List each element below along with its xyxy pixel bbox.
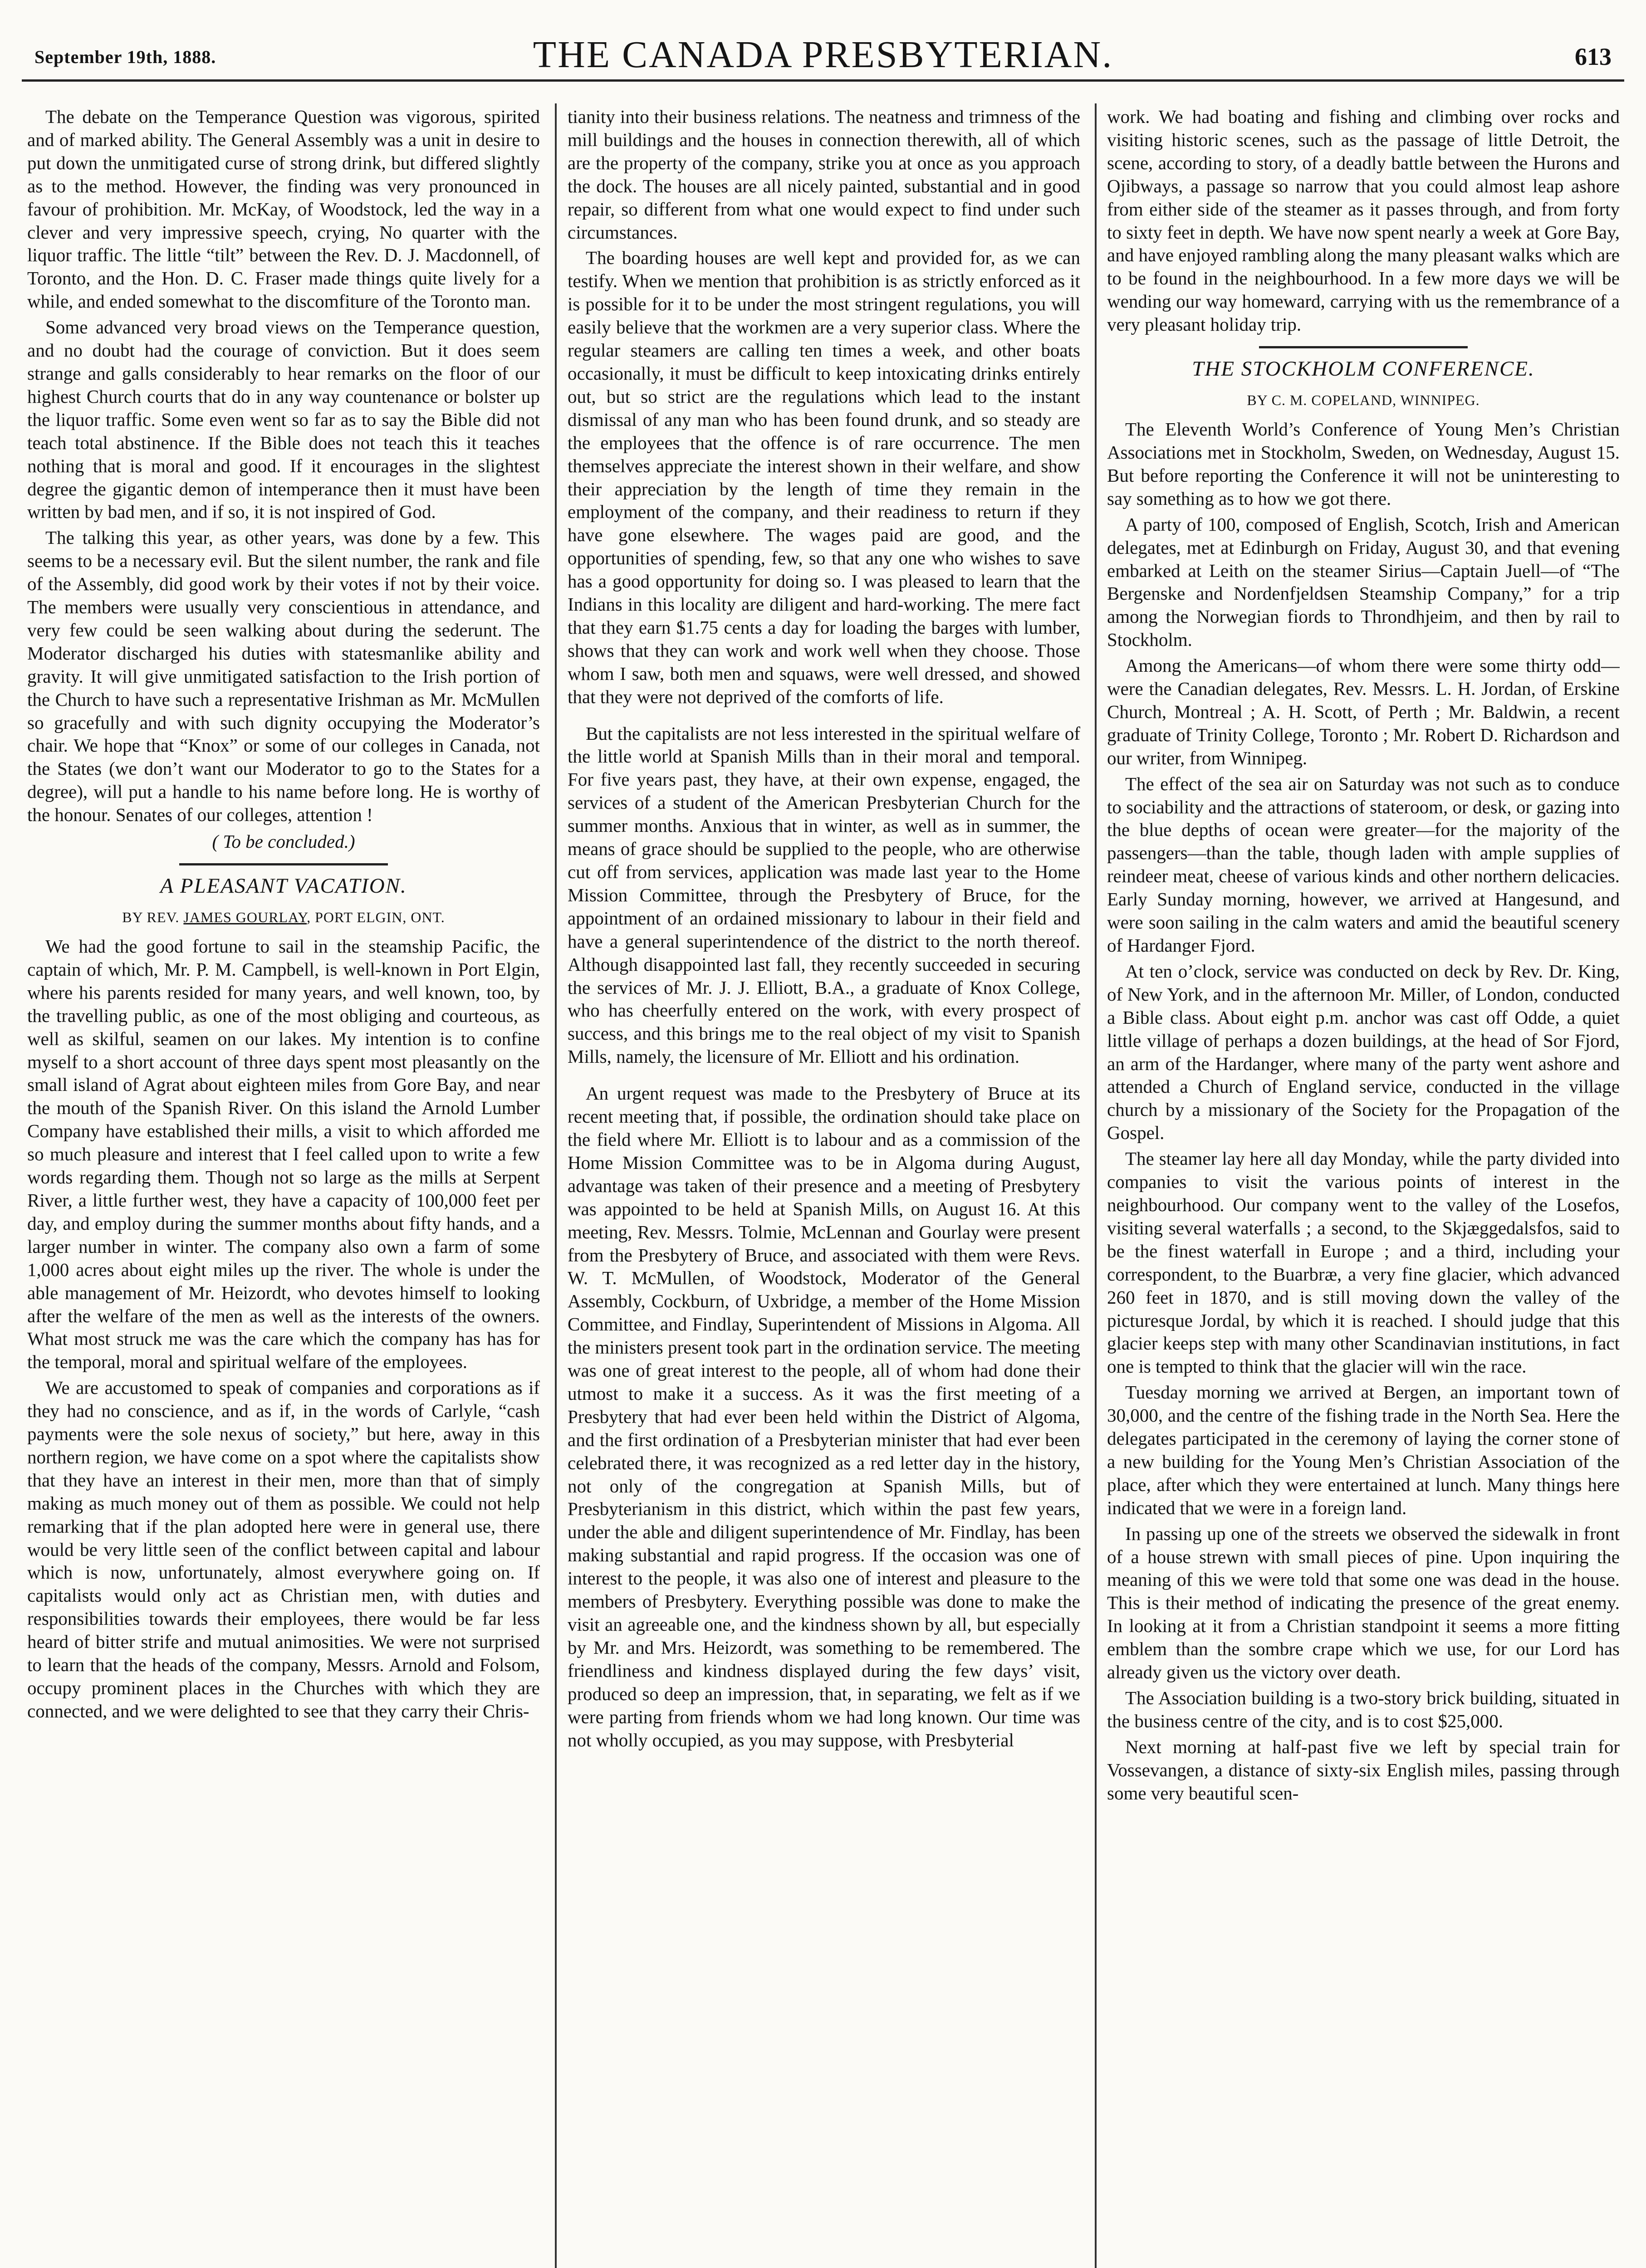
paragraph: A party of 100, composed of English, Scotch, Irish and American delegates, met at Edinburgh on Friday, August 30, and that evening embarked at Leith on the steamer Sirius—Captain Juell—of “The Bergenske and Nordenfjeldsen Steamship Company,” for a trip among the Norwegian fiords to Throndhjeim, and then by rail to Stockholm. — [1107, 513, 1620, 650]
paragraph: The Association building is a two-story brick building, situated in the business centre of the city, and is to cost $25,000. — [1107, 1687, 1620, 1731]
byline-author: JAMES GOURLAY — [183, 909, 307, 925]
article-byline: BY C. M. COPELAND, WINNIPEG. — [1247, 392, 1480, 409]
paragraph: But the capitalists are not less interested in the spiritual welfare of the little world at Spanish Mills than in their moral and temporal. For five years past, they have, at their own expense, engaged, the services of a student of the American Presbyterian Church for the summer months. Anxious that in winter, as well as in summer, the means of grace should be supplied to the people, who are otherwise cut off from services, application was made last year to the Home Mission Committee, through the Presbytery of Bruce, for the appointment of an ordained missionary to labour in their field and have a general superintendence of the district to the north thereof. Although disappointed last fall, they recently succeeded in securing the services of Mr. J. J. Elliott, B.A., a graduate of Knox College, who has cheerfully entered on the work, with every prospect of success, and this brings me to the real object of my visit to Spanish Mills, namely, the licensure of Mr. Elliott and his ordination. — [568, 723, 1080, 1067]
article-columns — [22, 105, 1624, 2268]
article-byline — [27, 909, 540, 926]
paragraph: An urgent request was made to the Presbytery of Bruce at its recent meeting that, if possible, the ordination should take place on the field where Mr. Elliott is to labour and as a commission of the Home Mission Committee was to be in Algoma during August, advantage was taken of their presence and a meeting of Presbytery was appointed to be held at Spanish Mills, on August 16. At this meeting, Rev. Messrs. Tolmie, McLennan and Gourlay were present from the Presbytery of Bruce, and associated with them were Revs. W. T. McMullen, of Woodstock, Moderator of the General Assembly, Cockburn, of Uxbridge, a member of the Home Mission Committee, and Findlay, Superintendent of Missions in Algoma. All the ministers present took part in the ordination service. The meeting was one of great interest to the people, all of whom had done their utmost to make it a success. As it was the first meeting of a Presbytery that had ever been held within the District of Algoma, and the first ordination of a Presbyterian minister that had ever been celebrated there, it was recognized as a red letter day in the history, not only of the congregation at Spanish Mills, but of Presbyterianism in this district, which within the past few years, under the able and diligent superintendence of Mr. Findlay, has been making substantial and rapid progress. If the occasion was one of interest to the people, it was also one of interest and pleasure to the members of Presbytery. Everything possible was done to make the visit an agreeable one, and the kindness shown by all, but especially by Mr. and Mrs. Heizordt, was something to be remembered. The friendliness and kindness displayed during the few days’ visit, produced so deep an impression, that, in separating, we felt as if we were parting from friends whom we had long known. Our time was not wholly occupied, as you may suppose, with Presbyterial — [568, 1083, 1080, 1750]
column-rule — [555, 103, 557, 2268]
paragraph: The steamer lay here all day Monday, while the party divided into companies to visit the various points of interest in the neighbourhood. Our company went to the valley of the Losefos, visiting several waterfalls ; a second, to the Skjæggedalsfos, said to be the finest waterfall in Europe ; and a third, including your correspondent, to the Buarbræ, a very fine glacier, which advanced 260 feet in 1870, and is still moving down the valley of the picturesque Jordal, by which it is reached. I should judge that this glacier keeps step with many other Scandinavian institutions, in fact one is tempted to think that the glacier will win the race. — [1107, 1148, 1620, 1377]
paragraph: We had the good fortune to sail in the steamship Pacific, the captain of which, Mr. P. M. Campbell, is well-known in Port Elgin, where his parents resided for many years, and well known, too, by the travelling public, as one of the most obliging and courteous, as well as skilful, seamen on our lakes. My intention is to confine myself to a short account of three days spent most pleasantly on the small island of Agrat about eighteen miles from Gore Bay, and near the mouth of the Spanish River. On this island the Arnold Lumber Company have established their mills, a visit to which afforded me so much pleasure and interest that I feel called upon to write a few words regarding them. Though not so large as the mills at Serpent River, a little further west, they have a capacity of 100,000 feet per day, and employ during the summer months about fifty hands, and a larger number in winter. The company also own a farm of some 1,000 acres about eight miles up the river. The whole is under the able management of Mr. Heizordt, who devotes himself to looking after the welfare of the men as well as the interests of the owners. What most struck me was the care which the company has has for the temporal, moral and spiritual welfare of the employees. — [27, 936, 540, 1373]
paragraph: The Eleventh World’s Conference of Young Men’s Christian Associations met in Stockholm, Sweden, on Wednesday, August 15. But before reporting the Conference it will not be uninteresting to say something as to how we got there. — [1107, 419, 1620, 509]
paragraph: Some advanced very broad views on the Temperance question, and no doubt had the courage of conviction. But it does seem strange and galls considerably to hear remarks on the floor of our highest Church courts that do in any way countenance or bolster up the liquor traffic. Some even went so far as to say the Bible did not teach total abstinence. If the Bible does not teach this it teaches nothing that is moral and good. If it encourages in the slightest degree the gigantic demon of intemperance then it must have been written by bad men, and if so, it is not inspired of God. — [27, 317, 540, 523]
paragraph: In passing up one of the streets we observed the sidewalk in front of a house strewn with small pieces of pine. Upon inquiring the meaning of this we were told that some one was dead in the house. This is their method of indicating the presence of the great enemy. In looking at it from a Christian standpoint it seems a more fitting emblem than the sombre crape which we use, for our Lord has already given us the victory over death. — [1107, 1523, 1620, 1683]
section-divider — [179, 863, 388, 865]
paragraph-gap — [568, 1068, 1080, 1082]
column-1 — [27, 105, 540, 2268]
to-be-concluded-note: ( To be concluded.) — [212, 831, 355, 852]
section-divider — [1259, 346, 1468, 348]
paragraph: The talking this year, as other years, was done by a few. This seems to be a necessary evil. But the silent number, the rank and file of the Assembly, did good work by their votes if not by their voice. The members were usually very conscientious in attendance, and very few could be seen walking about during the sederunt. The Moderator discharged his duties with statesmanlike ability and gravity. It will give unmitigated satisfaction to the Irish portion of the Church to have such a representative Irishman as Mr. McMullen so gracefully and with such dignity occupying the Moderator’s chair. We hope that “Knox” or some of our colleges in Canada, not the States (we don’t want our Moderator to go to the States for a degree), will put a handle to his name before long. He is worthy of the honour. Senates of our colleges, attention ! — [27, 527, 540, 826]
paragraph: Among the Americans—of whom there were some thirty odd—were the Canadian delegates, Rev. Messrs. L. H. Jordan, of Erskine Church, Montreal ; A. H. Scott, of Perth ; Mr. Baldwin, a recent graduate of Trinity College, Toronto ; Mr. Robert D. Richardson and our writer, from Winnipeg. — [1107, 655, 1620, 768]
paragraph: We are accustomed to speak of companies and corporations as if they had no conscience, and as if, in the words of Carlyle, “cash payments were the sole nexus of society,” but here, away in this northern region, we have come on a spot where the capitalists show that they have an interest in their men, more than that of simply making as much money out of them as possible. We could not help remarking that if the plan adopted here were in general use, there would be very little seen of the conflict between capital and labour which is now, unfortunately, almost everywhere going on. If capitalists would only act as Christian men, with duties and responsibilities towards their employees, there would be far less heard of bitter strife and mutual animosities. We were not surprised to learn that the heads of the company, Messrs. Arnold and Folsom, occupy prominent places in the Churches with which they are connected, and we were delighted to see that they carry their Chris- — [27, 1377, 540, 1721]
page-number: 613 — [1575, 43, 1612, 70]
paragraph: The boarding houses are well kept and provided for, as we can testify. When we mention that prohibition is as strictly enforced as it is possible for it to be under the most stringent regulations, you will easily believe that the workmen are a very superior class. Where the regular steamers are calling ten times a week, and other boats occasionally, it must be difficult to keep intoxicating drinks entirely out, but so strict are the regulations which lead to the instant dismissal of any man who has been found drunk, and so steady are the employees that the offence is of rare occurrence. The men themselves appreciate the interest shown in their welfare, and show their appreciation by the length of time they remain in the employment of the company, and their readiness to return if they have gone elsewhere. The wages paid are good, and the opportunities of spending, few, so that any one who wishes to save has a good opportunity for doing so. I was pleased to learn that the Indians in this locality are diligent and hard-working. The mere fact that they earn $1.75 cents a day for loading the barges with lumber, shows that they can work and work well when they choose. Those whom I saw, both men and squaws, were well dressed, and showed that they were not deprived of the comforts of life. — [568, 247, 1080, 707]
column-rule — [1095, 103, 1097, 2268]
paragraph: work. We had boating and fishing and climbing over rocks and visiting historic scenes, such as the passage of little Detroit, the scene, according to story, of a deadly battle between the Hurons and Ojibways, a passage so narrow that you could almost leap ashore from either side of the steamer as it passes through, and from forty to sixty feet in depth. We have now spent nearly a week at Gore Bay, and have enjoyed rambling along the many pleasant walks which are to be found in the neighbourhood. In a few more days we will be wending our way homeward, carrying with us the remembrance of a very pleasant holiday trip. — [1107, 106, 1620, 335]
column-2 — [568, 105, 1080, 2268]
article-heading: A PLEASANT VACATION. — [160, 874, 407, 898]
paragraph: tianity into their business relations. The neatness and trimness of the mill buildings and the houses in connection therewith, all of which are the property of the company, strike you at once as you approach the dock. The houses are all nicely painted, substantial and in good repair, so different from what one would expect to find under such circumstances. — [568, 106, 1080, 243]
paragraph: At ten o’clock, service was conducted on deck by Rev. Dr. King, of New York, and in the afternoon Mr. Miller, of London, conducted a Bible class. About eight p.m. anchor was cast off Odde, a quiet little village of perhaps a dozen buildings, at the head of Sor Fjord, an arm of the Hardanger, where many of the party went ashore and attended a Church of England service, conducted in the village church by a missionary of the Society for the Propagation of the Gospel. — [1107, 960, 1620, 1144]
paragraph: The debate on the Temperance Question was vigorous, spirited and of marked ability. The General Assembly was a unit in desire to put down the unmitigated curse of strong drink, but differed slightly as to the method. However, the finding was very pronounced in favour of prohibition. Mr. McKay, of Woodstock, led the way in a clever and very impressive speech, crying, No quarter with the liquor traffic. The little “tilt” between the Rev. D. J. Macdonnell, of Toronto, and the Hon. D. C. Fraser made things quite lively for a while, and ended somewhat to the discomfiture of the Toronto man. — [27, 106, 540, 312]
byline-prefix: BY REV. — [122, 909, 184, 925]
paragraph-gap — [568, 709, 1080, 722]
column-3 — [1107, 105, 1620, 2268]
masthead — [22, 23, 1624, 82]
issue-date: September 19th, 1888. — [34, 47, 216, 67]
byline-location: , PORT ELGIN, ONT. — [307, 909, 445, 925]
article-heading: THE STOCKHOLM CONFERENCE. — [1192, 357, 1535, 381]
paragraph: Tuesday morning we arrived at Bergen, an important town of 30,000, and the centre of the fishing trade in the North Sea. Here the delegates participated in the ceremony of laying the corner stone of a new building for the Young Men’s Christian Association of the place, after which they were entertained at lunch. Many things here indicated that we were in a foreign land. — [1107, 1382, 1620, 1518]
paragraph: Next morning at half-past five we left by special train for Vossevangen, a distance of sixty-six English miles, passing through some very beautiful scen- — [1107, 1736, 1620, 1804]
newspaper-title: THE CANADA PRESBYTERIAN. — [533, 34, 1113, 76]
paragraph: The effect of the sea air on Saturday was not such as to conduce to sociability and the attractions of stateroom, or desk, or gazing into the blue depths of ocean were greater—for the majority of the passengers—than the table, though laden with ample supplies of reindeer meat, cheese of various kinds and other northern delicacies. Early Sunday morning, however, we arrived at Hangesund, and were soon sailing in the calm waters and amid the beautiful scenery of Hardanger Fjord. — [1107, 773, 1620, 956]
